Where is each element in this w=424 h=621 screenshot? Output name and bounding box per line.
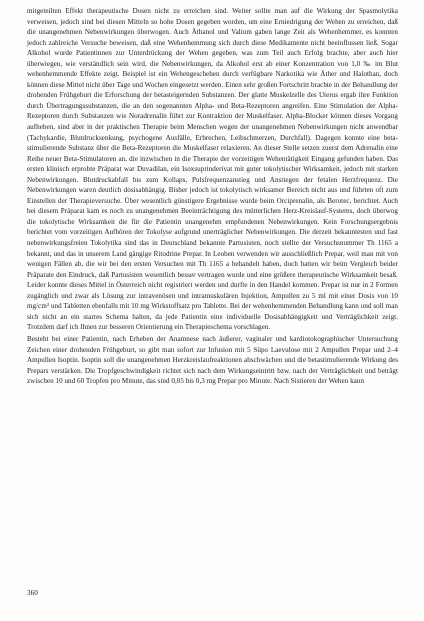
body-paragraph-1: mitgeteilten Effekt therapeutische Dosen nicht zu erreichen sind. Weiter sollte man auf die Wirkung der Spasmolytika verweisen, jedoch sind bei diesen Mitteln so hohe Dosen gegeben worden, um eine Erniedrigung der Wehen zu erreichen, daß die unangenehmen Nebenwirkungen überwogen. Auch Äthanol und Valium gaben lange Zeit als Wehenhemmer, es konnten jedoch zahlreiche Versuche beweisen, daß eine Wehenhemmung sich durch diese Medikamente nicht beeinflussen ließ. Sogar Alkohol wurde Patientinnen zur Unterdrückung der Wehen gegeben, was zum Teil auch Erfolg brachte, aber auch hier überwiegen, wie verständlich sein wird, die Nebenwirkungen, da Alkohol erst ab einer Konzentration von 1,0 ‰ im Blut wehenhemmende Effekte zeigt. Beispiel ist ein Wehengeschehen durch verfügbare Narkotika wie Äther und Halothan, doch können diese Mittel nicht über Tage und Wochen eingesetzt werden. Einen sehr großen Fortschritt brachte in der Behandlung der drohenden Frühgeburt die Erforschung der betasteigernden Substanzen. Der glatte Muskelzelle des Uterus ergab ihre Funktion durch Übertragungssubstanzen, die an den sogenannten Alpha- und Beta-Rezeptoren angreifen. Eine Stimulation der Alpha-Rezeptoren durch Substanzen wie Noradrenalin führt zur Kontraktion der Muskelfaser. Alpha-Blocker können dieses Vorgang aufheben, sind aber in der praktischen Therapie beim Menschen wegen der unangenehmen Nebenwirkungen nicht anwendbar (Tachykardie, Blutdrucksenkung, psychogene Ausfälle, Erbrechen, Leibschmerzen, Durchfall). Dagegen konnte eine beta-stimulierende Substanz über die Beta-Rezeptoren die Muskelfaser relaxieren. An dieser Stelle setzen zuerst dem Adrenalin eine Reihe neuer Beta-Stimulatoren an, die inzwischen in die Therapie der vorzeitigen Wehentätigkeit Eingang gefunden haben. Das ersten klinisch erprobte Präparat war Duvadilan, ein Isoxsuprinderivat mit guter tokolytischer Wirksamkeit, jedoch mit starken Nebenwirkungen. Blutdruckabfall bis zum Kollaps, Pulsfrequenzanstieg und Anstiegen der fetalen Herzfrequenz. Die Nebenwirkungen waren deutlich dosisabhängig. Bisher jedoch ist tokolytisch wirksamer Bereich nicht aus und führten oft zum Einstellen der Therapieversuche. Über wesentlich günstigere Ergebnisse wurde beim Orciprenalin, als Berotec, berichtet. Auch bei diesem Präparat kam es noch zu unangenehmen Beeinträchtigung des mütterlichen Herz-Kreislauf-Systems, doch überwog die tokolytische Wirksamkeit die für die Patientin unangenehm empfundenen Nebenwirkungen. Kein Forschungsergebnis berichtet vom vorzeitigen Aufhören der Tokolyse aufgrund unerträglicher Nebenwirkungen. Die derzeit bekanntesten und fast nebenwirkungsfreien Tokolytika sind das in Deutschland bekannte Partusisten, noch stellte der Versuchsnummer Th 1165 a bekannt, und das in unserem Land gängige Ritodrine Prepar. In Leoben verwenden wir ausschließlich Prepar, weil man mit von wenigen Fällen ab, die wir bei den ersten Versuchen mit Th 1165 a behandelt haben, doch hatten wir beim Vergleich beider Präparate den Eindruck, daß Partusisten wesentlich besser vertragen wurde und eine größere therapeutische Wirksamkeit besaß. Leider konnte dieses Mittel in Österreich nicht registriert werden und durfte in den Handel kommen. Prepar ist nur in 2 Formen zugänglich und zwar als Lösung zur intravenösen und intramuskulären Injektion, Ampullen zu 5 ml mit einer Dosis von 10 mg/cm³ und Tabletten ebenfalls mit 10 mg Wirkstoffsatz pro Tablette. Bei der wehenhemmenden Behandlung kann und soll man sich nicht an ein starres Schema halten, da jede Patientin eine individuelle Dosisabhängigkeit und Verträglichkeit zeigt. Trotzdem darf ich Ihnen zur besseren Orientierung ein Therapieschema vorschlagen. — [27, 7, 398, 332]
page-number: 360 — [27, 589, 38, 597]
body-paragraph-2: Besteht bei einer Patientin, nach Erheben der Anamnese nach äußerer, vaginaler und kardiotokographischer Untersuchung Zeichen einer drohenden Frühgeburt, so gibt man sofort zur Infusion mit 5 Süpo Laevulose mit 2 Ampullen Prepar und 2–4 Ampullen Isoptin. Isoptin soll die unangenehmen Herzkreislaufreaktionen abschwächen und die betastimulierende Wirkung des Prepars verstärken. Die Tropfgeschwindigkeit richtet sich nach dem Wirkungseintritt bzw. nach der Verträglichkeit und beträgt zwischen 10 und 60 Tropfen pro Minute, das sind 0,05 bis 0,3 mg Prepar pro Minute. Nach Sistieren der Wehen kann — [27, 334, 398, 386]
